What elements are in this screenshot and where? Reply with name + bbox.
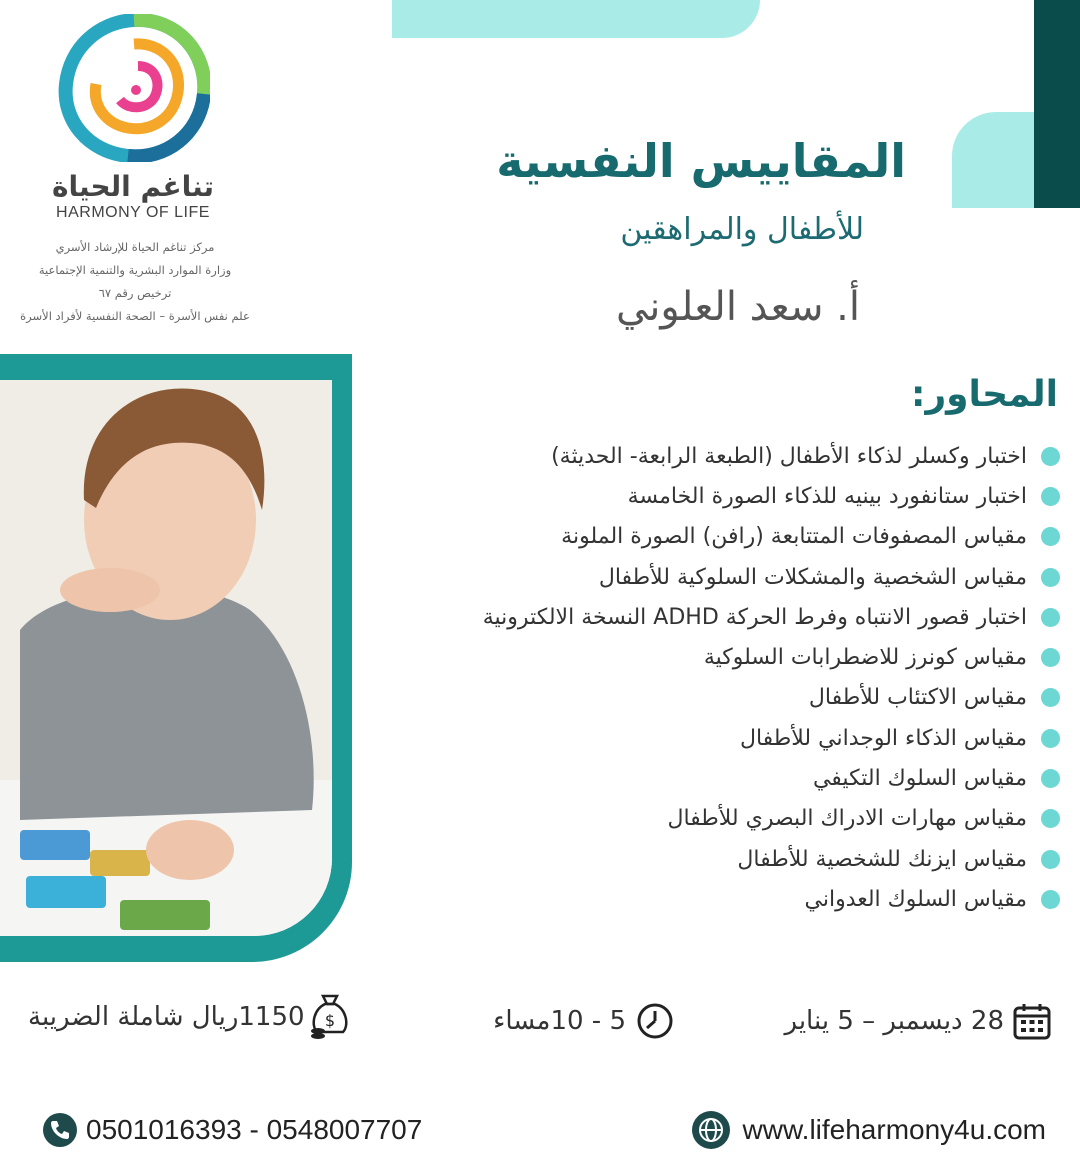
- list-item: [360, 557, 1060, 597]
- list-item: [360, 678, 1060, 718]
- date-info: [784, 998, 1052, 1044]
- org-line: علم نفس الأسرة – الصحة النفسية لأفراد الأسرة: [20, 309, 250, 323]
- list-item: [360, 517, 1060, 557]
- list-item: [360, 637, 1060, 677]
- topic-label: مقياس كونرز للاضطرابات السلوكية: [703, 645, 1027, 671]
- logo-name-english: HARMONY OF LIFE: [56, 204, 210, 221]
- price-text: 1150ريال شاملة الضريبة: [28, 1002, 305, 1032]
- bullet-icon: [1041, 527, 1060, 546]
- mint-accent-block: [952, 112, 1034, 208]
- topic-label: اختبار قصور الانتباه وفرط الحركة ADHD النسخة الالكترونية: [482, 604, 1027, 630]
- list-item: [360, 718, 1060, 758]
- topics-list: [360, 436, 1060, 920]
- website-link[interactable]: www.lifeharmony4u.com: [742, 1114, 1046, 1145]
- bullet-icon: [1041, 729, 1060, 748]
- bullet-icon: [1041, 447, 1060, 466]
- logo-name-arabic: تناغم الحياة: [51, 170, 215, 203]
- bullet-icon: [1041, 487, 1060, 506]
- page-title: المقاييس النفسية: [496, 134, 906, 188]
- list-item: [360, 476, 1060, 516]
- topic-label: مقياس السلوك العدواني: [804, 886, 1027, 912]
- bullet-icon: [1041, 769, 1060, 788]
- price-info: [28, 994, 351, 1040]
- topic-label: مقياس السلوك التكيفي: [812, 766, 1027, 792]
- bullet-icon: [1041, 648, 1060, 667]
- svg-text:$: $: [324, 1011, 335, 1030]
- bullet-icon: [1041, 608, 1060, 627]
- harmony-logo-icon: [58, 14, 210, 162]
- time-text: 5 - 10مساء: [493, 1006, 626, 1036]
- topic-label: اختبار ستانفورد بينيه للذكاء الصورة الخامسة: [627, 483, 1027, 509]
- topic-label: مقياس الذكاء الوجداني للأطفال: [739, 725, 1027, 751]
- list-item: [360, 799, 1060, 839]
- phone-numbers[interactable]: 0501016393 - 0548007707: [86, 1114, 423, 1145]
- money-bag-icon: [309, 992, 351, 1042]
- date-text: 28 ديسمبر – 5 يناير: [784, 1006, 1004, 1036]
- time-info: [493, 998, 674, 1044]
- topic-label: اختبار وكسلر لذكاء الأطفال (الطبعة الرابعة- الحديثة): [551, 443, 1027, 469]
- list-item: [360, 758, 1060, 798]
- presenter-name: أ. سعد العلوني: [615, 284, 860, 330]
- phone-icon: [42, 1112, 78, 1148]
- bullet-icon: [1041, 809, 1060, 828]
- top-accent-bar: [392, 0, 760, 38]
- org-line: وزارة الموارد البشرية والتنمية الإجتماعية: [38, 263, 232, 277]
- list-item: [360, 839, 1060, 879]
- list-item: [360, 597, 1060, 637]
- list-item: [360, 436, 1060, 476]
- topic-label: مقياس المصفوفات المتتابعة (رافن) الصورة الملونة: [561, 524, 1027, 550]
- globe-icon: [691, 1110, 731, 1150]
- topic-label: مقياس مهارات الادراك البصري للأطفال: [667, 806, 1027, 832]
- list-item: [360, 879, 1060, 919]
- website-contact: [691, 1108, 1046, 1152]
- org-line: مركز تناغم الحياة للإرشاد الأسري: [55, 240, 215, 254]
- topics-heading: المحاور:: [911, 374, 1058, 415]
- bullet-icon: [1041, 850, 1060, 869]
- bullet-icon: [1041, 688, 1060, 707]
- topic-label: مقياس الشخصية والمشكلات السلوكية للأطفال: [598, 564, 1027, 590]
- bullet-icon: [1041, 568, 1060, 587]
- bullet-icon: [1041, 890, 1060, 909]
- phone-contact: [42, 1108, 422, 1152]
- dark-accent-bar: [1034, 0, 1080, 208]
- page-subtitle: للأطفال والمراهقين: [620, 212, 864, 247]
- child-puzzle-photo: [0, 380, 332, 936]
- calendar-icon: [1012, 1001, 1052, 1041]
- clock-icon: [636, 1002, 674, 1040]
- topic-label: مقياس ايزنك للشخصية للأطفال: [737, 846, 1027, 872]
- topic-label: مقياس الاكتئاب للأطفال: [808, 685, 1027, 711]
- org-line: ترخيص رقم ٦٧: [98, 286, 172, 300]
